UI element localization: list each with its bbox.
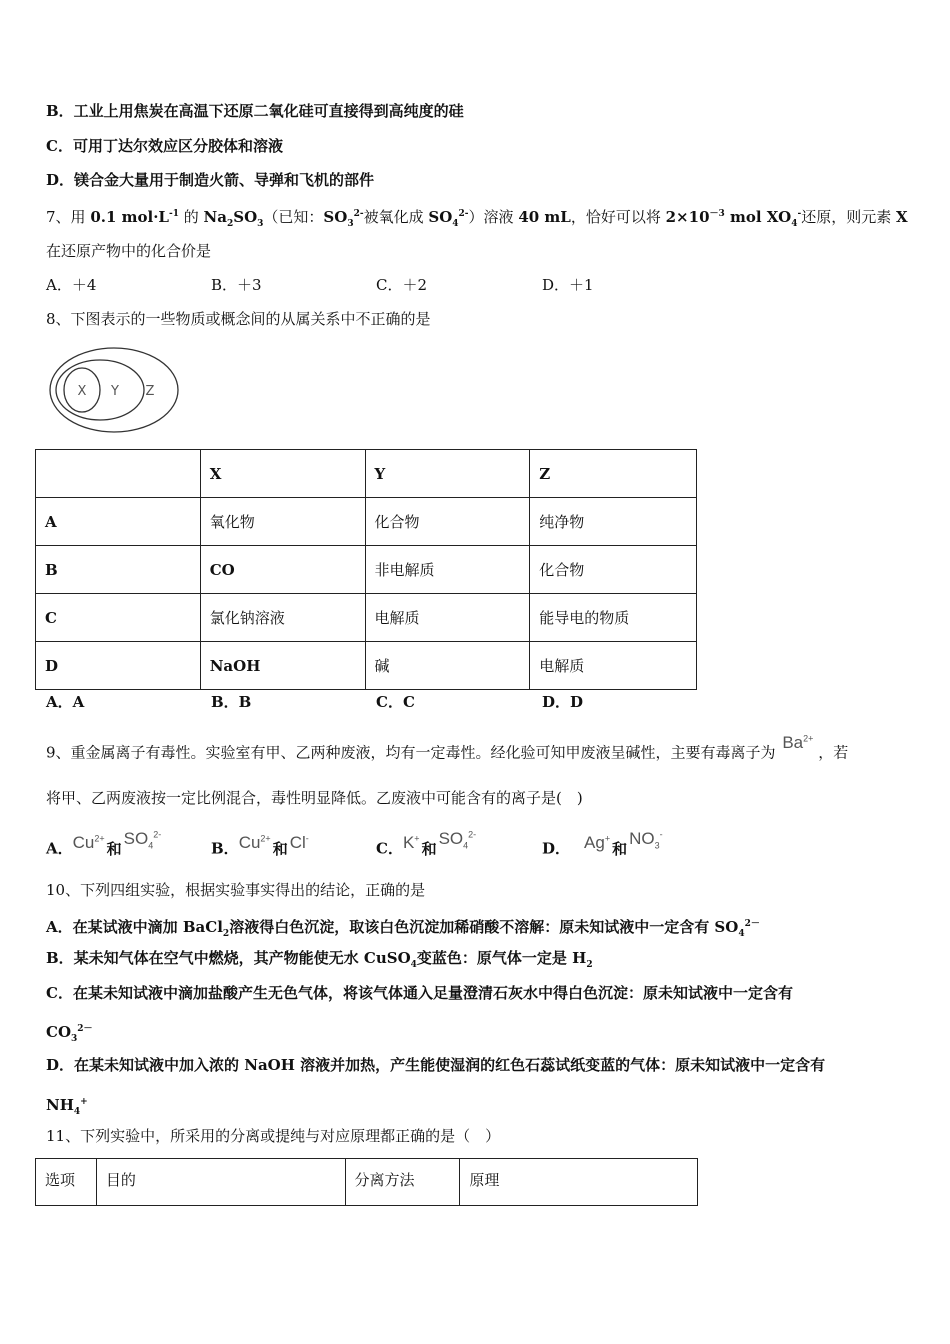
table-row [36, 546, 697, 594]
table-header-row [36, 1159, 698, 1206]
q7-stem: 7、用 0.1 $mol\cdot L^{-1}$ 的 $Na_2SO_3$（已知：$SO_3^{2-}$被氧化成 $SO_4^{2-}$）溶液 40 mL，恰好可以将 $2\times 10^{-3}$ mol $XO_4^-$还原，则元素 X [46, 208, 908, 229]
q6-option-c: C．可用丁达尔效应区分胶体和溶液 [46, 137, 283, 155]
table-cell: 氧化物 [200, 498, 365, 546]
table-cell: A [36, 498, 201, 546]
q9-option-c: C．K+和$SO_4^{2-}$ [376, 828, 477, 858]
table-row [36, 642, 697, 690]
table-cell: 碱 [365, 642, 530, 690]
table-cell: 目的 [96, 1159, 345, 1206]
table-cell: 原理 [460, 1159, 698, 1206]
q9-stem-line2: 将甲、乙两废液按一定比例混合，毒性明显降低。乙废液中可能含有的离子是( ) [46, 789, 583, 807]
table-cell: X [200, 450, 365, 498]
venn-label-z: Z [145, 384, 155, 399]
table-cell: Z [530, 450, 697, 498]
table-cell: Y [365, 450, 530, 498]
q10-option-c: C．在某未知试液中滴加盐酸产生无色气体，将该气体通入足量澄清石灰水中得白色沉淀：原未知试液中一定含有 [46, 984, 793, 1002]
q10-option-d-line2: $NH_4^+$ [46, 1096, 88, 1117]
q6-option-d: D．镁合金大量用于制造火箭、导弹和飞机的部件 [46, 171, 375, 189]
table-cell: 电解质 [530, 642, 697, 690]
q10-option-a: A．在某试液中滴加 BaCl$_2$溶液得白色沉淀，取该白色沉淀加稀硝酸不溶解：原未知试液中一定含有 $SO_4^{2-}$ [46, 918, 760, 939]
venn-label-y: Y [111, 384, 119, 399]
q10-option-d: D．在某未知试液中加入浓的 NaOH 溶液并加热，产生能使湿润的红色石蕊试纸变蓝的气体：原未知试液中一定含有 [46, 1056, 826, 1074]
table-cell: 能导电的物质 [530, 594, 697, 642]
q11-stem: 11、下列实验中，所采用的分离或提纯与对应原理都正确的是（ ） [46, 1127, 501, 1145]
q6-option-b: B．工业上用焦炭在高温下还原二氧化硅可直接得到高纯度的硅 [46, 102, 464, 120]
table-cell: 氯化钠溶液 [200, 594, 365, 642]
venn-diagram [42, 344, 184, 436]
table-cell: 分离方法 [345, 1159, 460, 1206]
table-cell: 非电解质 [365, 546, 530, 594]
table-cell [36, 450, 201, 498]
table-cell: D [36, 642, 201, 690]
q9-option-d: D． Ag+和$NO_3^-$ [542, 828, 663, 858]
q10-option-c-line2: $CO_3^{2-}$ [46, 1023, 93, 1044]
table-cell: 电解质 [365, 594, 530, 642]
table-cell: CO [200, 546, 365, 594]
q7-option-a: A．＋4 [46, 276, 97, 294]
q9-option-b: B．$Cu^{2+}$和 Cl- [211, 832, 309, 858]
venn-label-x: X [77, 384, 87, 399]
q7-option-b: B．＋3 [211, 276, 262, 294]
ba-ion: $Ba^{2+}$ [782, 732, 814, 752]
q8-option-d: D．D [542, 693, 584, 711]
q10-option-b: B．某未知气体在空气中燃烧，其产物能使无水 CuSO$_4$变蓝色：原气体一定是 $H_2$ [46, 949, 593, 970]
table-cell: NaOH [200, 642, 365, 690]
table-cell: 化合物 [365, 498, 530, 546]
q8-option-a: A．A [46, 693, 85, 711]
q9-stem: 9、重金属离子有毒性。实验室有甲、乙两种废液，均有一定毒性。经化验可知甲废液呈碱性，主要有毒离子为 $Ba^{2+}$ ，若 [46, 732, 849, 762]
q7-option-c: C．＋2 [376, 276, 428, 294]
table-header-row [36, 450, 697, 498]
q7-stem-line2: 在还原产物中的化合价是 [46, 242, 212, 260]
table-cell: 纯净物 [530, 498, 697, 546]
table-cell: 化合物 [530, 546, 697, 594]
q9-option-a: A．$Cu^{2+}$和$SO_4^{2-}$ [46, 828, 162, 858]
q7-option-d: D．＋1 [542, 276, 594, 294]
q10-stem: 10、下列四组实验，根据实验事实得出的结论，正确的是 [46, 881, 426, 899]
table-cell: B [36, 546, 201, 594]
q9-options [0, 828, 950, 858]
q11-table [35, 1158, 698, 1206]
q8-option-c: C．C [376, 693, 415, 711]
q8-table [35, 449, 697, 690]
q8-stem: 8、下图表示的一些物质或概念间的从属关系中不正确的是 [46, 310, 431, 328]
table-row [36, 498, 697, 546]
table-row [36, 594, 697, 642]
q8-option-b: B．B [211, 693, 252, 711]
table-cell: C [36, 594, 201, 642]
table-cell: 选项 [36, 1159, 97, 1206]
